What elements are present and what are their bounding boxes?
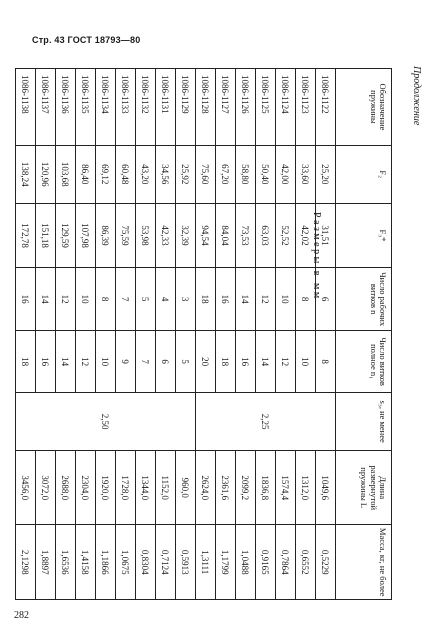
- cell-f2: 75,60: [196, 145, 216, 203]
- table-row: [216, 69, 236, 600]
- spring-table: [20, 68, 392, 600]
- cell-mass: 0,9165: [256, 525, 276, 600]
- cell-f2: 103,68: [56, 145, 76, 203]
- cell-f3: 75,59: [116, 203, 136, 268]
- cell-designation: 1086-1122: [316, 69, 336, 146]
- cell-designation: 1086-1124: [276, 69, 296, 146]
- cell-length: 3456,0: [16, 450, 36, 524]
- cell-f2: 58,80: [236, 145, 256, 203]
- cell-f3: 32,39: [176, 203, 196, 268]
- column-header-mass: Масса, кг, не более: [336, 525, 392, 600]
- table-body: [16, 69, 336, 600]
- cell-length: 2688,0: [56, 450, 76, 524]
- cell-mass: 0,5229: [316, 525, 336, 600]
- cell-working-coils: 3: [176, 268, 196, 330]
- cell-mass: 0,7864: [276, 525, 296, 600]
- cell-working-coils: 16: [16, 268, 36, 330]
- cell-total-coils: 16: [236, 330, 256, 392]
- cell-mass: 1,8897: [36, 525, 56, 600]
- cell-f3: 107,98: [76, 203, 96, 268]
- table-row: [256, 69, 276, 600]
- cell-f2: 43,20: [136, 145, 156, 203]
- cell-f3: 129,59: [56, 203, 76, 268]
- cell-total-coils: 9: [116, 330, 136, 392]
- cell-s3: 2,50: [16, 393, 196, 451]
- cell-designation: 1086-1129: [176, 69, 196, 146]
- cell-f3: 31,51: [316, 203, 336, 268]
- table-row: [56, 69, 76, 600]
- cell-total-coils: 10: [296, 330, 316, 392]
- cell-length: 1836,8: [256, 450, 276, 524]
- cell-working-coils: 8: [96, 268, 116, 330]
- table-row: [96, 69, 116, 600]
- column-header-length: Длина развернутой пружины L: [336, 450, 392, 524]
- cell-length: 960,0: [176, 450, 196, 524]
- cell-length: 1312,0: [296, 450, 316, 524]
- cell-working-coils: 7: [116, 268, 136, 330]
- cell-f3: 53,98: [136, 203, 156, 268]
- cell-designation: 1086-1131: [156, 69, 176, 146]
- cell-working-coils: 12: [56, 268, 76, 330]
- cell-total-coils: 12: [276, 330, 296, 392]
- column-header-designation: Обозначение пружины: [336, 69, 392, 146]
- cell-working-coils: 14: [36, 268, 56, 330]
- cell-f2: 67,20: [216, 145, 236, 203]
- column-header-f2: F₂: [336, 145, 392, 203]
- cell-total-coils: 6: [156, 330, 176, 392]
- cell-f2: 120,96: [36, 145, 56, 203]
- cell-working-coils: 5: [136, 268, 156, 330]
- cell-total-coils: 20: [196, 330, 216, 392]
- cell-f2: 138,24: [16, 145, 36, 203]
- cell-total-coils: 14: [56, 330, 76, 392]
- cell-total-coils: 18: [16, 330, 36, 392]
- cell-length: 1049,6: [316, 450, 336, 524]
- cell-f3: 63,03: [256, 203, 276, 268]
- cell-f2: 25,92: [176, 145, 196, 203]
- cell-f2: 86,40: [76, 145, 96, 203]
- cell-total-coils: 8: [316, 330, 336, 392]
- cell-length: 2304,0: [76, 450, 96, 524]
- cell-f2: 60,48: [116, 145, 136, 203]
- table-row: [176, 69, 196, 600]
- cell-designation: 1086-1135: [76, 69, 96, 146]
- cell-mass: 1,1866: [96, 525, 116, 600]
- cell-length: 1728,0: [116, 450, 136, 524]
- column-header-s3: s₃, не менее: [336, 393, 392, 451]
- cell-length: 1344,0: [136, 450, 156, 524]
- table-row: [76, 69, 96, 600]
- cell-designation: 1086-1126: [236, 69, 256, 146]
- table-row: [296, 69, 316, 600]
- cell-total-coils: 10: [96, 330, 116, 392]
- cell-f3: 42,02: [296, 203, 316, 268]
- cell-f2: 69,12: [96, 145, 116, 203]
- table-row: [116, 69, 136, 600]
- cell-designation: 1086-1137: [36, 69, 56, 146]
- cell-total-coils: 14: [256, 330, 276, 392]
- cell-length: 2624,0: [196, 450, 216, 524]
- cell-working-coils: 6: [316, 268, 336, 330]
- table-row: [276, 69, 296, 600]
- cell-designation: 1086-1125: [256, 69, 276, 146]
- cell-mass: 1,6536: [56, 525, 76, 600]
- table-row: [16, 69, 36, 600]
- table-caption: Размеры в мм: [311, 212, 322, 301]
- cell-designation: 1086-1138: [16, 69, 36, 146]
- cell-f3: 52,52: [276, 203, 296, 268]
- cell-f2: 25,20: [316, 145, 336, 203]
- column-header-total-coils: Число витков полное n₁: [336, 330, 392, 392]
- cell-designation: 1086-1136: [56, 69, 76, 146]
- cell-mass: 0,8304: [136, 525, 156, 600]
- cell-mass: 0,5913: [176, 525, 196, 600]
- cell-f3: 86,39: [96, 203, 116, 268]
- cell-total-coils: 18: [216, 330, 236, 392]
- cell-designation: 1086-1134: [96, 69, 116, 146]
- cell-f2: 33,60: [296, 145, 316, 203]
- cell-length: 3072,0: [36, 450, 56, 524]
- cell-working-coils: 16: [216, 268, 236, 330]
- cell-mass: 0,6552: [296, 525, 316, 600]
- cell-f3: 94,54: [196, 203, 216, 268]
- column-header-working-coils: Число рабочих витков n: [336, 268, 392, 330]
- cell-designation: 1086-1127: [216, 69, 236, 146]
- cell-total-coils: 7: [136, 330, 156, 392]
- cell-f3: 84,04: [216, 203, 236, 268]
- continuation-label: Продолжение: [411, 66, 422, 126]
- cell-total-coils: 16: [36, 330, 56, 392]
- page-number: 282: [14, 610, 29, 621]
- cell-f3: 172,78: [16, 203, 36, 268]
- cell-designation: 1086-1133: [116, 69, 136, 146]
- cell-f3: 73,53: [236, 203, 256, 268]
- cell-working-coils: 14: [236, 268, 256, 330]
- cell-length: 2361,6: [216, 450, 236, 524]
- cell-mass: 1,4158: [76, 525, 96, 600]
- column-header-f3: F₃*: [336, 203, 392, 268]
- cell-f2: 50,40: [256, 145, 276, 203]
- cell-total-coils: 5: [176, 330, 196, 392]
- table-row: [236, 69, 256, 600]
- cell-designation: 1086-1128: [196, 69, 216, 146]
- cell-working-coils: 12: [256, 268, 276, 330]
- table-row: [196, 69, 216, 600]
- cell-mass: 1,0488: [236, 525, 256, 600]
- cell-working-coils: 4: [156, 268, 176, 330]
- cell-s3: 2,25: [196, 393, 336, 451]
- cell-mass: 0,7124: [156, 525, 176, 600]
- cell-f2: 34,56: [156, 145, 176, 203]
- cell-f3: 42,33: [156, 203, 176, 268]
- cell-f3: 151,18: [36, 203, 56, 268]
- table-row: [136, 69, 156, 600]
- cell-working-coils: 10: [276, 268, 296, 330]
- cell-working-coils: 8: [296, 268, 316, 330]
- cell-working-coils: 10: [76, 268, 96, 330]
- cell-f2: 42,00: [276, 145, 296, 203]
- table-row: [36, 69, 56, 600]
- cell-working-coils: 18: [196, 268, 216, 330]
- cell-length: 2099,2: [236, 450, 256, 524]
- cell-length: 1574,4: [276, 450, 296, 524]
- cell-designation: 1086-1132: [136, 69, 156, 146]
- cell-designation: 1086-1123: [296, 69, 316, 146]
- spring-dimensions-table: [15, 68, 392, 600]
- cell-total-coils: 12: [76, 330, 96, 392]
- table-row: [316, 69, 336, 600]
- cell-length: 1920,0: [96, 450, 116, 524]
- cell-mass: 1,1799: [216, 525, 236, 600]
- cell-mass: 1,3111: [196, 525, 216, 600]
- page-header: Стр. 43 ГОСТ 18793—80: [32, 35, 141, 45]
- table-row: [156, 69, 176, 600]
- cell-mass: 1,0675: [116, 525, 136, 600]
- cell-length: 1152,0: [156, 450, 176, 524]
- cell-mass: 2,1298: [16, 525, 36, 600]
